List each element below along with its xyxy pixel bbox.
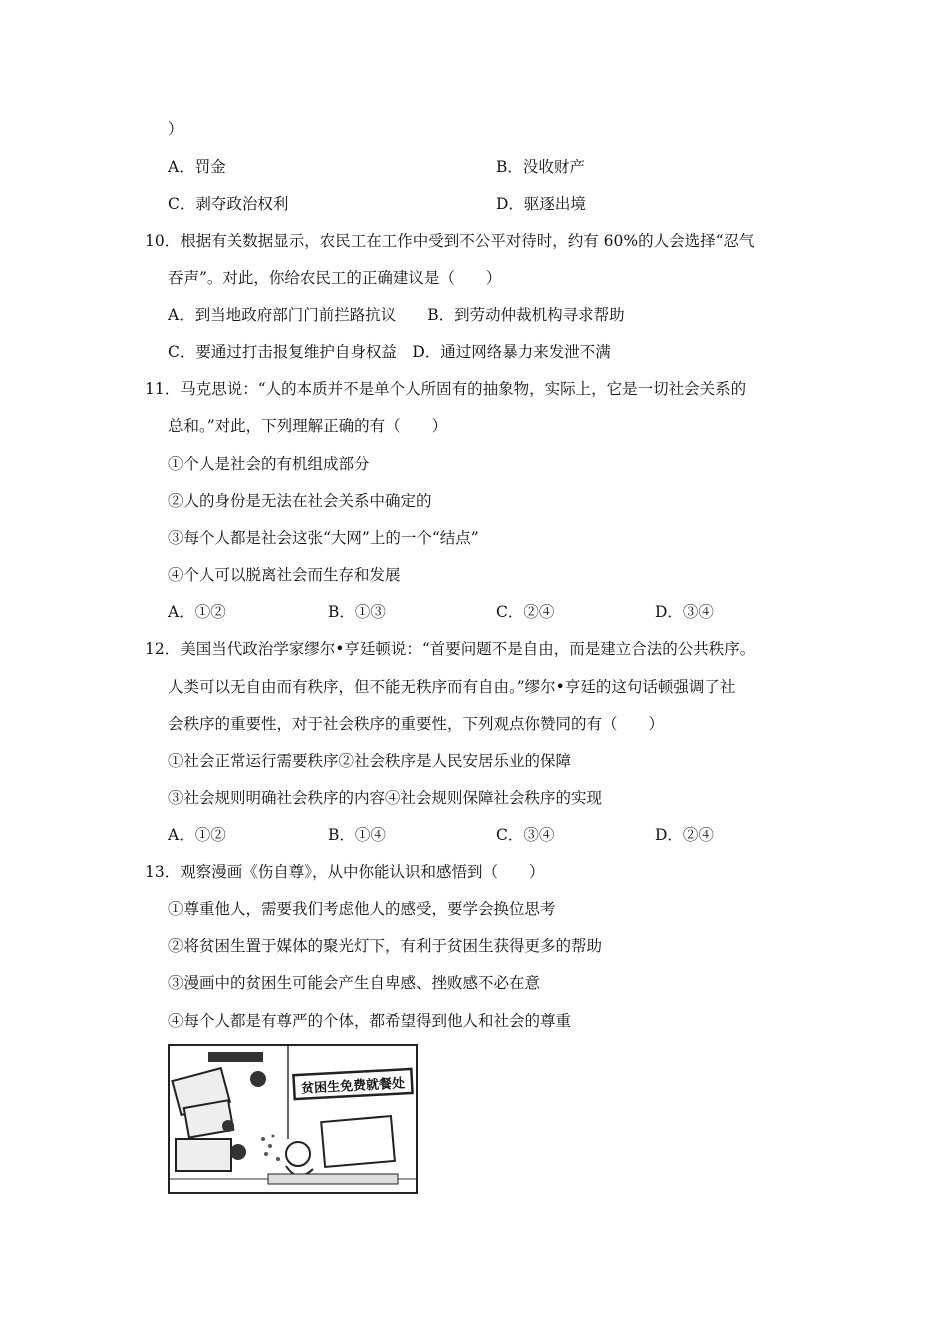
q11-option-b: B．①③ xyxy=(328,603,386,621)
q12-statements-34: ③社会规则明确社会秩序的内容④社会规则保障社会秩序的实现 xyxy=(168,789,603,807)
q13-statement-1: ①尊重他人，需要我们考虑他人的感受，要学会换位思考 xyxy=(168,900,556,918)
q11-statement-4: ④个人可以脱离社会而生存和发展 xyxy=(168,566,401,584)
q13-statement-3: ③漫画中的贫困生可能会产生自卑感、挫败感不必在意 xyxy=(168,974,541,992)
q11-statement-1: ①个人是社会的有机组成部分 xyxy=(168,455,370,473)
cartoon-image xyxy=(168,1044,418,1194)
q12-option-a: A．①② xyxy=(168,826,226,844)
q11-statement-2: ②人的身份是无法在社会关系中确定的 xyxy=(168,492,432,510)
q9-option-d: D．驱逐出境 xyxy=(496,195,586,213)
q10-stem-line1: 10．根据有关数据显示，农民工在工作中受到不公平对待时，约有 60%的人会选择“忍气 xyxy=(145,232,755,250)
q11-option-c: C．②④ xyxy=(496,603,555,621)
q11-option-a: A．①② xyxy=(168,603,226,621)
q9-option-a: A．罚金 xyxy=(168,158,226,176)
q11-stem-line1: 11．马克思说：“人的本质并不是单个人所固有的抽象物，实际上，它是一切社会关系的 xyxy=(145,380,747,398)
q9-tail: ） xyxy=(168,120,184,138)
q13-stem: 13．观察漫画《伤自尊》，从中你能认识和感悟到（ ） xyxy=(145,863,545,881)
q10-options-ab: A．到当地政府部门门前拦路抗议 B．到劳动仲裁机构寻求帮助 xyxy=(168,306,625,324)
q10-stem-line2: 吞声”。对此，你给农民工的正确建议是（ ） xyxy=(168,269,502,287)
q11-stem-line2: 总和。”对此，下列理解正确的有（ ） xyxy=(168,417,448,435)
q12-option-b: B．①④ xyxy=(328,826,386,844)
q12-stem-line3: 会秩序的重要性，对于社会秩序的重要性，下列观点你赞同的有（ ） xyxy=(168,715,665,733)
q11-option-d: D．③④ xyxy=(655,603,714,621)
q12-stem-line2: 人类可以无自由而有秩序，但不能无秩序而有自由。”缪尔•亨廷的这句话顿强调了社 xyxy=(168,678,736,696)
q9-option-b: B．没收财产 xyxy=(496,158,585,176)
q12-option-c: C．③④ xyxy=(496,826,555,844)
q11-statement-3: ③每个人都是社会这张“大网”上的一个“结点” xyxy=(168,529,479,547)
q12-stem-line1: 12．美国当代政治学家缪尔•亨廷顿说：“首要问题不是自由，而是建立合法的公共秩序。 xyxy=(145,640,756,658)
cartoon-sign-text: 贫困生免费就餐处 xyxy=(300,1076,406,1097)
q10-options-cd: C．要通过打击报复维护自身权益 D．通过网络暴力来发泄不满 xyxy=(168,343,611,361)
q12-option-d: D．②④ xyxy=(655,826,714,844)
q9-option-c: C．剥夺政治权利 xyxy=(168,195,289,213)
q12-statements-12: ①社会正常运行需要秩序②社会秩序是人民安居乐业的保障 xyxy=(168,752,572,770)
q13-statement-4: ④每个人都是有尊严的个体，都希望得到他人和社会的尊重 xyxy=(168,1012,572,1030)
q13-statement-2: ②将贫困生置于媒体的聚光灯下，有利于贫困生获得更多的帮助 xyxy=(168,937,603,955)
